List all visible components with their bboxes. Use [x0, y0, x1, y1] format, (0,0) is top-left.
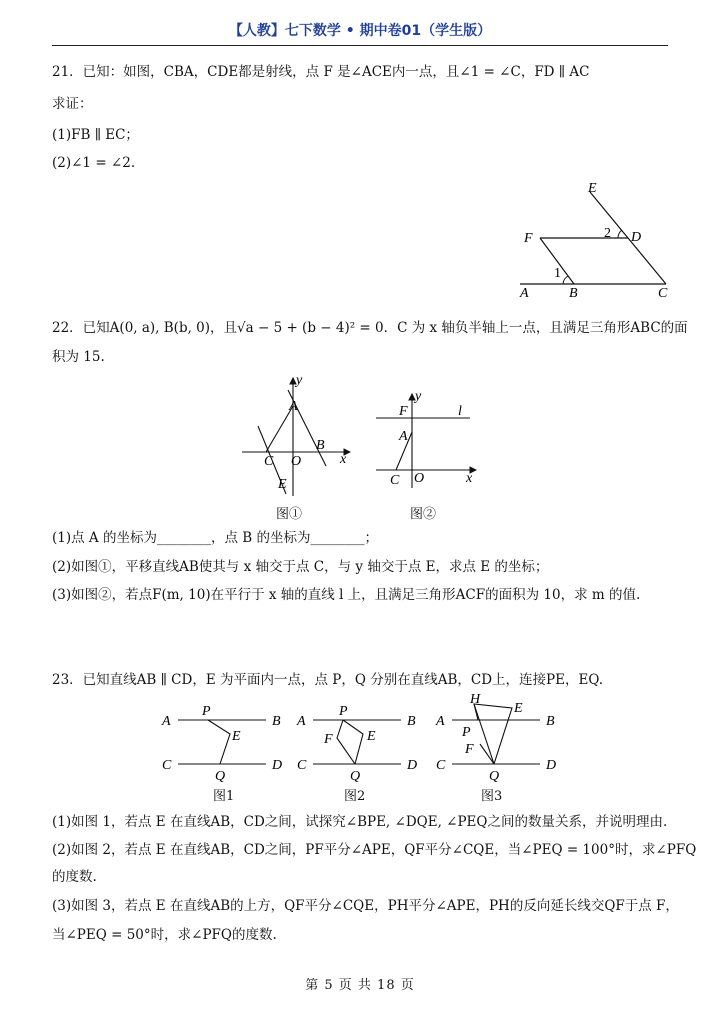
fig1-a-label: A	[289, 399, 298, 414]
f2-q-label: Q	[350, 769, 361, 782]
q21-part2: (2)∠1 = ∠2.	[52, 155, 136, 171]
fig1-x-label: x	[340, 452, 347, 467]
f3-p-label: P	[462, 725, 471, 740]
f3-d-label: D	[546, 758, 557, 773]
q23-part2-line1: (2)如图 2，若点 E 在直线AB，CD之间，PF平分∠APE，QF平分∠CQE，当∠PEQ = 100°时，求∠PFQ	[52, 842, 697, 858]
f2-e-label: E	[367, 729, 376, 744]
label-angle-1: 1	[554, 266, 561, 281]
f3-c-label: C	[436, 758, 446, 773]
f3-h-label: H	[470, 692, 481, 707]
f1-b-label: B	[272, 714, 281, 729]
label-b: B	[569, 286, 578, 301]
f1-p-label: P	[202, 704, 211, 719]
fig1-y-label: y	[296, 373, 303, 388]
label-d: D	[631, 230, 642, 245]
fig2-x-label: x	[466, 471, 473, 486]
path-peq	[474, 704, 512, 764]
fig2-l-label: l	[458, 404, 462, 419]
f3-a-label: A	[436, 714, 445, 729]
line-hf	[474, 704, 494, 764]
f1-d-label: D	[272, 758, 283, 773]
fig2-o-label: O	[414, 471, 425, 486]
q23-fig1-caption: 图1	[213, 789, 235, 804]
fig1-e-label: E	[278, 477, 287, 492]
label-angle-2: 2	[604, 226, 611, 241]
q21-stem: 21．已知：如图，CBA，CDE都是射线，点 F 是∠ACE内一点，且∠1 = ∠C，FD ∥ AC	[52, 64, 590, 80]
q23-part2-line2: 的度数.	[52, 869, 97, 885]
label-f: F	[524, 231, 533, 246]
q21-figure	[510, 178, 680, 303]
path-peq	[208, 720, 230, 764]
f3-q-label: Q	[489, 769, 500, 782]
q21-part1: (1)FB ∥ EC；	[52, 127, 139, 143]
q22-part1: (1)点 A 的坐标为________，点 B 的坐标为________；	[52, 530, 378, 546]
q23-fig2-caption: 图2	[344, 789, 366, 804]
f3-e-label: E	[514, 701, 523, 716]
fig1-b-label: B	[316, 438, 325, 453]
f3-b-label: B	[546, 714, 555, 729]
q22-part3: (3)如图②，若点F(m, 10)在平行于 x 轴的直线 l 上，且满足三角形ACF的面积为 10，求 m 的值.	[52, 587, 641, 603]
header-divider	[52, 45, 668, 46]
fig1-o-label: O	[291, 454, 302, 469]
segment-qf	[480, 744, 494, 764]
f3-f-label: F	[465, 742, 474, 757]
q23-stem: 23．已知直线AB ∥ CD，E 为平面内一点，点 P，Q 分别在直线AB，CD上，连接PE，EQ.	[52, 672, 604, 688]
fig2-c-label: C	[390, 473, 400, 488]
f2-f-label: F	[324, 732, 333, 747]
fig2-a-label: A	[399, 429, 408, 444]
page-header: 【人教】七下数学 • 期中卷01（学生版）	[228, 23, 492, 39]
q23-fig3-caption: 图3	[481, 789, 503, 804]
q22-figure-2	[372, 388, 484, 490]
label-c: C	[658, 286, 668, 301]
angle-2-arc	[618, 230, 622, 238]
f2-p-label: P	[339, 704, 348, 719]
q22-figure-1	[238, 372, 358, 500]
f1-q-label: Q	[215, 769, 226, 782]
fig2-y-label: y	[415, 389, 422, 404]
f1-c-label: C	[162, 758, 172, 773]
label-e: E	[588, 181, 597, 196]
q22-fig2-caption: 图②	[410, 507, 437, 522]
page-footer: 第 5 页 共 18 页	[305, 978, 415, 993]
path-peq	[343, 720, 363, 764]
label-a: A	[520, 286, 529, 301]
q22-stem-line2: 积为 15.	[52, 349, 105, 365]
f2-c-label: C	[297, 758, 307, 773]
q23-part3-line2: 当∠PEQ = 50°时，求∠PFQ的度数.	[52, 927, 277, 943]
q22-part2: (2)如图①，平移直线AB使其与 x 轴交于点 C，与 y 轴交于点 E，求点 E 的坐标；	[52, 559, 549, 575]
q22-stem-line1: 22．已知A(0, a), B(b, 0)，且√a − 5 + (b − 4)² = 0．C 为 x 轴负半轴上一点，且满足三角形ABC的面	[52, 320, 688, 336]
q21-prove-label: 求证：	[52, 96, 93, 112]
q23-figure-2	[295, 698, 425, 782]
q23-figure-3	[434, 692, 564, 782]
f2-b-label: B	[407, 714, 416, 729]
fig1-c-label: C	[264, 454, 274, 469]
angle-1-arc	[563, 276, 568, 284]
q23-part1: (1)如图 1，若点 E 在直线AB，CD之间，试探究∠BPE, ∠DQE, ∠PEQ之间的数量关系，并说明理由.	[52, 814, 668, 830]
f1-a-label: A	[162, 714, 171, 729]
f2-d-label: D	[407, 758, 418, 773]
q23-figure-1	[160, 698, 290, 782]
fig2-f-label: F	[399, 404, 408, 419]
q23-part3-line1: (3)如图 3，若点 E 在直线AB的上方，QF平分∠CQE，PH平分∠APE，PH的反向延长线交QF于点 F，	[52, 898, 679, 914]
q22-fig1-caption: 图①	[276, 507, 303, 522]
f2-a-label: A	[297, 714, 306, 729]
f1-e-label: E	[232, 729, 241, 744]
